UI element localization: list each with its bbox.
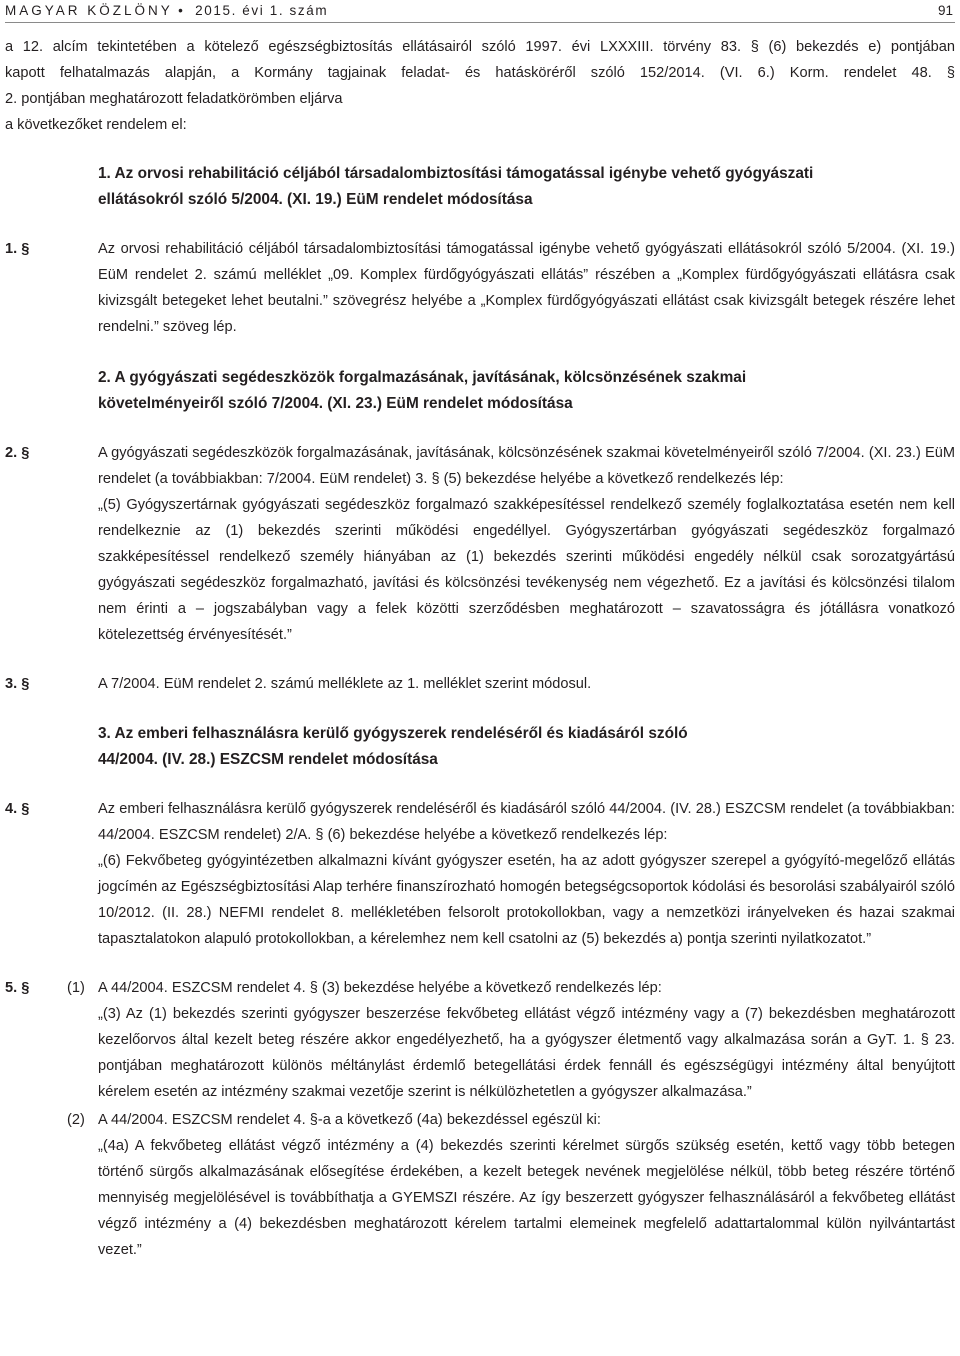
section-4 [5, 796, 955, 952]
preamble-line: a következőket rendelem el: [5, 117, 187, 133]
preamble-line: a 12. alcím tekintetében a kötelező egészségbiztosítás ellátásairól szóló 1997. évi LXXXIII. törvény 83. § (6) bekezdés e) pontjában [5, 39, 955, 55]
chapter-title [5, 721, 955, 773]
paragraph-label: (1) [67, 980, 85, 996]
preamble-line: 2. pontjában meghatározott feladatkörömben eljárva [5, 91, 343, 107]
chapter-title [5, 161, 955, 213]
chapter-title-line: 44/2004. (IV. 28.) ESZCSM rendelet módosítása [98, 751, 438, 768]
amendment-quote: „(6) Fekvőbeteg gyógyintézetben alkalmazni kívánt gyógyszer esetén, ha az adott gyógyszer szerepel a gyógyító-megelőző ellátás jogcímén az Egészségbiztosítási Alap terhére finanszírozható homogén betegségcsoportok kódolási és besorolási szabályairól szóló 10/2012. (II. 28.) NEFMI rendelet 8. mellékletében felsorolt protokollokban, vagy a nemzetközi irányelveken és hazai szakmai tapasztalatokon alapuló protokollokban, a kérelemhez nem kell csatolni az (5) bekezdés a) pontja szerinti nyilatkozatot.” [98, 853, 955, 947]
chapter-title-line: 2. A gyógyászati segédeszközök forgalmazásának, javításának, kölcsönzésének szakmai [98, 369, 747, 386]
chapter-title-line: 1. Az orvosi rehabilitáció céljából társadalombiztosítási támogatással igénybe vehető gyógyászati [98, 165, 814, 182]
document-body [5, 34, 955, 1263]
section-5-paragraph-2 [5, 1107, 955, 1263]
section-number: 2. § [5, 445, 30, 461]
amendment-quote: „(5) Gyógyszertárnak gyógyászati segédeszköz forgalmazó szakképesítéssel rendelkező személy foglalkoztatása esetén nem kell rendelkeznie az (1) bekezdés szerinti működési engedéllyel. Gyógyszertárban gyógyászati segédeszköz forgalmazó szakképesítéssel rendelkező személy hiányában az (1) bekezdés szerinti működési engedély nélkül csak sorozatgyártású gyógyászati segédeszköz forgalmazható, javítási és kölcsönzési tevékenység nem végezhető. Ez a javítási és kölcsönzési tilalom nem érinti a – jogszabályban vagy a felek közötti szerződésben meghatározott – szavatosságra és jótállásra vonatkozó kötelezettség érvényesítését.” [98, 497, 955, 643]
section-text: A gyógyászati segédeszközök forgalmazásának, javításának, kölcsönzésének szakmai követelményeiről szóló 7/2004. (XI. 23.) EüM rendelet (a továbbiakban: 7/2004. EüM rendelet) 3. § (5) bekezdése helyébe a következő rendelkezés lép: [98, 445, 955, 487]
section-number: 3. § [5, 676, 30, 692]
chapter-title [5, 365, 955, 417]
section-number: 5. § [5, 980, 30, 996]
issue-label: 2015. évi 1. szám [195, 3, 329, 18]
preamble [5, 34, 955, 138]
amendment-quote: „(3) Az (1) bekezdés szerinti gyógyszer beszerzése fekvőbeteg ellátást végző intézmény vagy a (7) bekezdésben meghatározott kezelőorvos által kezelt beteg részére akkor engedélyezhető, ha a gyógyszer életmentő vagy alkalmazása során a GyT. 1. § 23. pontjában meghatározott különös méltánylást érdemlő betegellátási érdek fennáll és egészségügyi intézmény által benyújtott kérelem esetén az intézmény szakmai vezetője szerint is nélkülözhetetlen a gyógyszer alkalmazása.” [98, 1006, 955, 1100]
section-text: A 44/2004. ESZCSM rendelet 4. §-a a következő (4a) bekezdéssel egészül ki: [98, 1112, 601, 1128]
paragraph-label: (2) [67, 1112, 85, 1128]
amendment-quote: „(4a) A fekvőbeteg ellátást végző intézmény a (4) bekezdés szerinti kérelmet sürgős szükség esetén, kettő vagy több betegen történő sürgős alkalmazásának elősegítése érdekében, a kezelt betegek nevének megjelölése nélkül, több beteg részére történő mennyiség megjelölésével is továbbíthatja a GYEMSZI részére. Az így beszerzett gyógyszer felhasználásáról a fekvőbeteg ellátást végző intézmény a (4) bekezdésben meghatározott kérelem tartalmi elemeinek megfelelő adattartalommal külön nyilvántartást vezet.” [98, 1138, 955, 1258]
preamble-line: kapott felhatalmazás alapján, a Kormány tagjainak feladat- és hatásköréről szóló 152/2014. (VI. 6.) Korm. rendelet 48. § [5, 65, 955, 81]
chapter-title-line: ellátásokról szóló 5/2004. (XI. 19.) EüM rendelet módosítása [98, 191, 533, 208]
section-number: 1. § [5, 241, 30, 257]
section-number: 4. § [5, 801, 30, 817]
section-3 [5, 671, 955, 697]
chapter-title-line: követelményeiről szóló 7/2004. (XI. 23.) EüM rendelet módosítása [98, 395, 573, 412]
chapter-title-line: 3. Az emberi felhasználásra kerülő gyógyszerek rendeléséről és kiadásáról szóló [98, 725, 688, 742]
section-text: Az orvosi rehabilitáció céljából társadalombiztosítási támogatással igénybe vehető gyógyászati ellátásokról szóló 5/2004. (XI. 19.) EüM rendelet 2. számú melléklet „09. Komplex fürdőgyógyászati ellátás” részében a „Komplex fürdőgyógyászati ellátásra csak kivizsgált betegeket lehet beutalni.” szövegrész helyébe a „Komplex fürdőgyógyászati ellátást csak kivizsgált betegek részére lehet rendelni.” szöveg lép. [98, 241, 955, 335]
section-text: A 7/2004. EüM rendelet 2. számú melléklete az 1. melléklet szerint módosul. [98, 676, 592, 692]
running-header-left: MAGYAR KÖZLÖNY • 2015. évi 1. szám [5, 3, 329, 18]
publication-name: MAGYAR KÖZLÖNY [5, 3, 173, 18]
section-text: Az emberi felhasználásra kerülő gyógyszerek rendeléséről és kiadásáról szóló 44/2004. (IV. 28.) ESZCSM rendelet (a továbbiakban: 44/2004. ESZCSM rendelet) 2/A. § (6) bekezdése helyébe a következő rendelkezés lép: [98, 801, 955, 843]
running-header [5, 0, 955, 23]
section-5-paragraph-1 [5, 975, 955, 1105]
section-2 [5, 440, 955, 648]
page-number: 91 [937, 3, 953, 18]
section-text: A 44/2004. ESZCSM rendelet 4. § (3) bekezdése helyébe a következő rendelkezés lép: [98, 980, 662, 996]
section-1 [5, 236, 955, 340]
